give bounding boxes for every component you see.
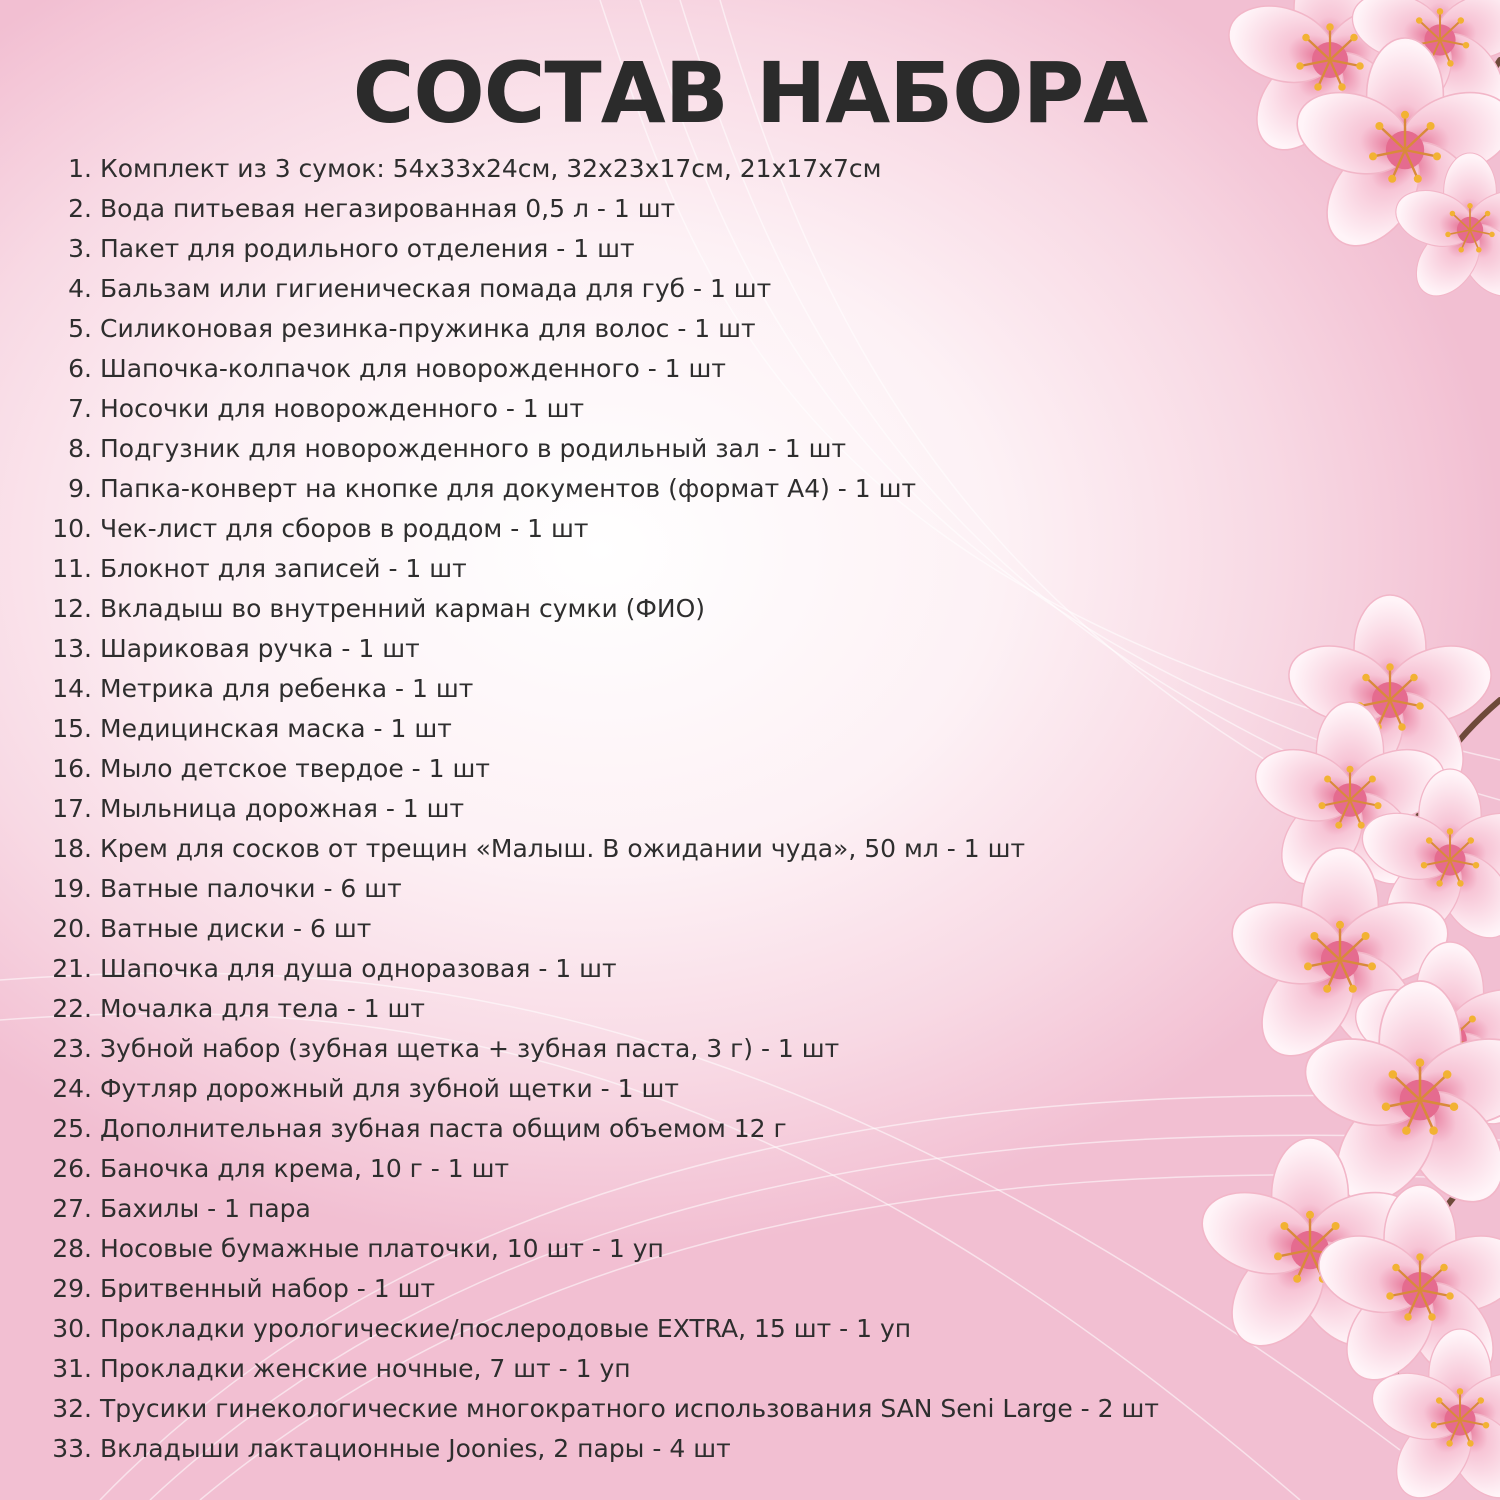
item-text: Бальзам или гигиеническая помада для губ - 1 шт [100,274,772,303]
item-number: 19. [52,874,92,903]
item-text: Силиконовая резинка-пружинка для волос - 1 шт [100,314,756,343]
item-text: Чек-лист для сборов в роддом - 1 шт [100,514,589,543]
item-number: 4. [68,274,92,303]
item-number: 28. [52,1234,92,1263]
item-text: Трусики гинекологические многократного использования SAN Seni Large - 2 шт [100,1394,1159,1423]
item-number: 10. [52,514,92,543]
item-number: 6. [68,354,92,383]
item-number: 13. [52,634,92,663]
item-number: 15. [52,714,92,743]
item-number: 18. [52,834,92,863]
item-number: 20. [52,914,92,943]
item-text: Комплект из 3 сумок: 54x33x24см, 32x23x17см, 21x17x7см [100,154,882,183]
item-number: 16. [52,754,92,783]
item-text: Дополнительная зубная паста общим объемом 12 г [100,1114,787,1143]
item-text: Крем для сосков от трещин «Малыш. В ожидании чуда», 50 мл - 1 шт [100,834,1026,863]
item-text: Зубной набор (зубная щетка + зубная паста, 3 г) - 1 шт [100,1034,840,1063]
item-number: 23. [52,1034,92,1063]
item-text: Пакет для родильного отделения - 1 шт [100,234,635,263]
item-number: 8. [68,434,92,463]
item-number: 3. [68,234,92,263]
item-number: 17. [52,794,92,823]
item-text: Футляр дорожный для зубной щетки - 1 шт [100,1074,679,1103]
item-text: Носочки для новорожденного - 1 шт [100,394,585,423]
item-number: 22. [52,994,92,1023]
item-text: Бритвенный набор - 1 шт [100,1274,436,1303]
item-text: Баночка для крема, 10 г - 1 шт [100,1154,510,1183]
item-text: Мочалка для тела - 1 шт [100,994,425,1023]
item-number: 5. [68,314,92,343]
item-number: 32. [52,1394,92,1423]
item-number: 33. [52,1434,92,1463]
item-number: 31. [52,1354,92,1383]
item-number: 25. [52,1114,92,1143]
item-text: Медицинская маска - 1 шт [100,714,452,743]
item-text: Метрика для ребенка - 1 шт [100,674,474,703]
item-text: Шапочка для душа одноразовая - 1 шт [100,954,617,983]
item-text: Носовые бумажные платочки, 10 шт - 1 уп [100,1234,664,1263]
item-number: 27. [52,1194,92,1223]
item-number: 9. [68,474,92,503]
item-text: Ватные палочки - 6 шт [100,874,402,903]
item-text: Бахилы - 1 пара [100,1194,311,1223]
item-text: Мыло детское твердое - 1 шт [100,754,490,783]
item-number: 7. [68,394,92,423]
item-text: Вкладыши лактационные Joonies, 2 пары - 4 шт [100,1434,731,1463]
item-text: Папка-конверт на кнопке для документов (формат А4) - 1 шт [100,474,917,503]
item-text: Мыльница дорожная - 1 шт [100,794,465,823]
item-text: Вода питьевая негазированная 0,5 л - 1 шт [100,194,676,223]
item-number: 1. [68,154,92,183]
item-number: 29. [52,1274,92,1303]
item-text: Ватные диски - 6 шт [100,914,372,943]
item-text: Шариковая ручка - 1 шт [100,634,420,663]
item-text: Вкладыш во внутренний карман сумки (ФИО) [100,594,706,623]
item-number: 14. [52,674,92,703]
item-number: 12. [52,594,92,623]
item-text: Прокладки женские ночные, 7 шт - 1 уп [100,1354,631,1383]
item-number: 24. [52,1074,92,1103]
item-number: 21. [52,954,92,983]
item-text: Шапочка-колпачок для новорожденного - 1 шт [100,354,726,383]
item-number: 26. [52,1154,92,1183]
item-text: Блокнот для записей - 1 шт [100,554,467,583]
page-title: СОСТАВ НАБОРА [352,44,1148,142]
item-text: Прокладки урологические/послеродовые EXTRA, 15 шт - 1 уп [100,1314,912,1343]
item-text: Подгузник для новорожденного в родильный зал - 1 шт [100,434,847,463]
item-number: 30. [52,1314,92,1343]
item-number: 11. [52,554,92,583]
item-number: 2. [68,194,92,223]
